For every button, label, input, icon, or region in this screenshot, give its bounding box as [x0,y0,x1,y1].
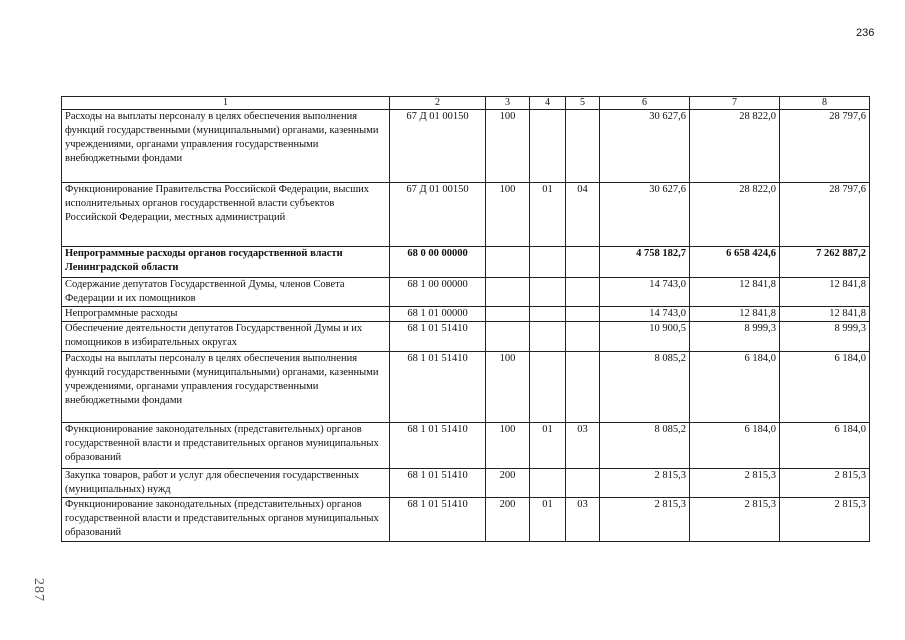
column-header: 5 [566,97,600,110]
row-name: Непрограммные расходы [62,307,390,322]
table-row [62,322,870,352]
column-header: 2 [390,97,486,110]
row-value-7: 6 184,0 [690,423,780,469]
row-code: 68 1 00 00000 [390,278,486,307]
row-value-8: 8 999,3 [780,322,870,352]
row-code: 67 Д 01 00150 [390,110,486,183]
row-subsection [566,278,600,307]
margin-stamp [18,568,58,612]
margin-stamp-text: 287 [31,578,46,602]
row-name: Функционирование Правительства Российской Федерации, высших исполнительных органов государственной власти субъектов Российской Федерации, местных администраций [62,183,390,247]
row-code: 68 1 01 51410 [390,469,486,498]
column-header: 3 [486,97,530,110]
row-name: Функционирование законодательных (представительных) органов государственной власти и представительных органов муниципальных образований [62,423,390,469]
row-value-6: 30 627,6 [600,183,690,247]
table-row [62,183,870,247]
row-value-8: 6 184,0 [780,352,870,423]
row-expense-type: 200 [486,498,530,542]
row-value-6: 30 627,6 [600,110,690,183]
row-section [530,110,566,183]
row-value-8: 28 797,6 [780,110,870,183]
row-value-7: 6 184,0 [690,352,780,423]
row-value-8: 12 841,8 [780,278,870,307]
row-name: Расходы на выплаты персоналу в целях обеспечения выполнения функций государственными (муниципальными) органами, казенными учреждениями, органами управления государственными внебюджетными фондами [62,110,390,183]
row-value-7: 12 841,8 [690,307,780,322]
row-section [530,247,566,278]
row-expense-type [486,278,530,307]
row-name: Содержание депутатов Государственной Думы, членов Совета Федерации и их помощников [62,278,390,307]
row-value-6: 4 758 182,7 [600,247,690,278]
table-row [62,307,870,322]
row-value-7: 12 841,8 [690,278,780,307]
row-subsection [566,110,600,183]
row-value-8: 2 815,3 [780,498,870,542]
row-value-8: 12 841,8 [780,307,870,322]
row-section [530,469,566,498]
row-value-6: 8 085,2 [600,423,690,469]
table-row [62,110,870,183]
row-section [530,278,566,307]
row-code: 68 0 00 00000 [390,247,486,278]
row-value-6: 10 900,5 [600,322,690,352]
column-header: 4 [530,97,566,110]
table-row [62,352,870,423]
row-name: Обеспечение деятельности депутатов Государственной Думы и их помощников в избирательных округах [62,322,390,352]
table-row [62,278,870,307]
row-value-8: 7 262 887,2 [780,247,870,278]
row-value-6: 14 743,0 [600,278,690,307]
row-expense-type: 100 [486,352,530,423]
row-expense-type [486,247,530,278]
column-header: 8 [780,97,870,110]
row-value-8: 2 815,3 [780,469,870,498]
row-name: Закупка товаров, работ и услуг для обеспечения государственных (муниципальных) нужд [62,469,390,498]
row-code: 67 Д 01 00150 [390,183,486,247]
table-row [62,469,870,498]
row-subsection [566,247,600,278]
table-row [62,423,870,469]
row-code: 68 1 01 51410 [390,352,486,423]
row-name: Непрограммные расходы органов государственной власти Ленинградской области [62,247,390,278]
row-name: Расходы на выплаты персоналу в целях обеспечения выполнения функций государственными (муниципальными) органами, казенными учреждениями, органами управления государственными внебюджетными фондами [62,352,390,423]
row-subsection [566,307,600,322]
row-value-6: 2 815,3 [600,469,690,498]
row-section [530,307,566,322]
row-value-6: 14 743,0 [600,307,690,322]
row-value-6: 2 815,3 [600,498,690,542]
budget-table [61,96,870,542]
row-code: 68 1 01 51410 [390,498,486,542]
row-value-7: 2 815,3 [690,469,780,498]
row-code: 68 1 01 51410 [390,423,486,469]
row-expense-type: 100 [486,110,530,183]
row-expense-type [486,322,530,352]
row-expense-type: 200 [486,469,530,498]
row-code: 68 1 01 00000 [390,307,486,322]
row-subsection [566,352,600,423]
row-value-6: 8 085,2 [600,352,690,423]
row-value-7: 6 658 424,6 [690,247,780,278]
row-name: Функционирование законодательных (представительных) органов государственной власти и представительных органов муниципальных образований [62,498,390,542]
table-row [62,247,870,278]
row-value-7: 2 815,3 [690,498,780,542]
row-value-7: 28 822,0 [690,183,780,247]
row-subsection [566,469,600,498]
row-subsection [566,322,600,352]
row-subsection: 03 [566,423,600,469]
row-value-7: 8 999,3 [690,322,780,352]
row-section [530,322,566,352]
row-expense-type: 100 [486,423,530,469]
column-header: 7 [690,97,780,110]
row-code: 68 1 01 51410 [390,322,486,352]
row-expense-type [486,307,530,322]
row-value-8: 28 797,6 [780,183,870,247]
row-subsection: 03 [566,498,600,542]
column-header: 1 [62,97,390,110]
row-value-7: 28 822,0 [690,110,780,183]
header-row [62,97,870,110]
row-section: 01 [530,498,566,542]
table-row [62,498,870,542]
column-header: 6 [600,97,690,110]
row-section: 01 [530,423,566,469]
row-section: 01 [530,183,566,247]
row-section [530,352,566,423]
row-value-8: 6 184,0 [780,423,870,469]
row-expense-type: 100 [486,183,530,247]
row-subsection: 04 [566,183,600,247]
page-number: 236 [856,27,875,39]
